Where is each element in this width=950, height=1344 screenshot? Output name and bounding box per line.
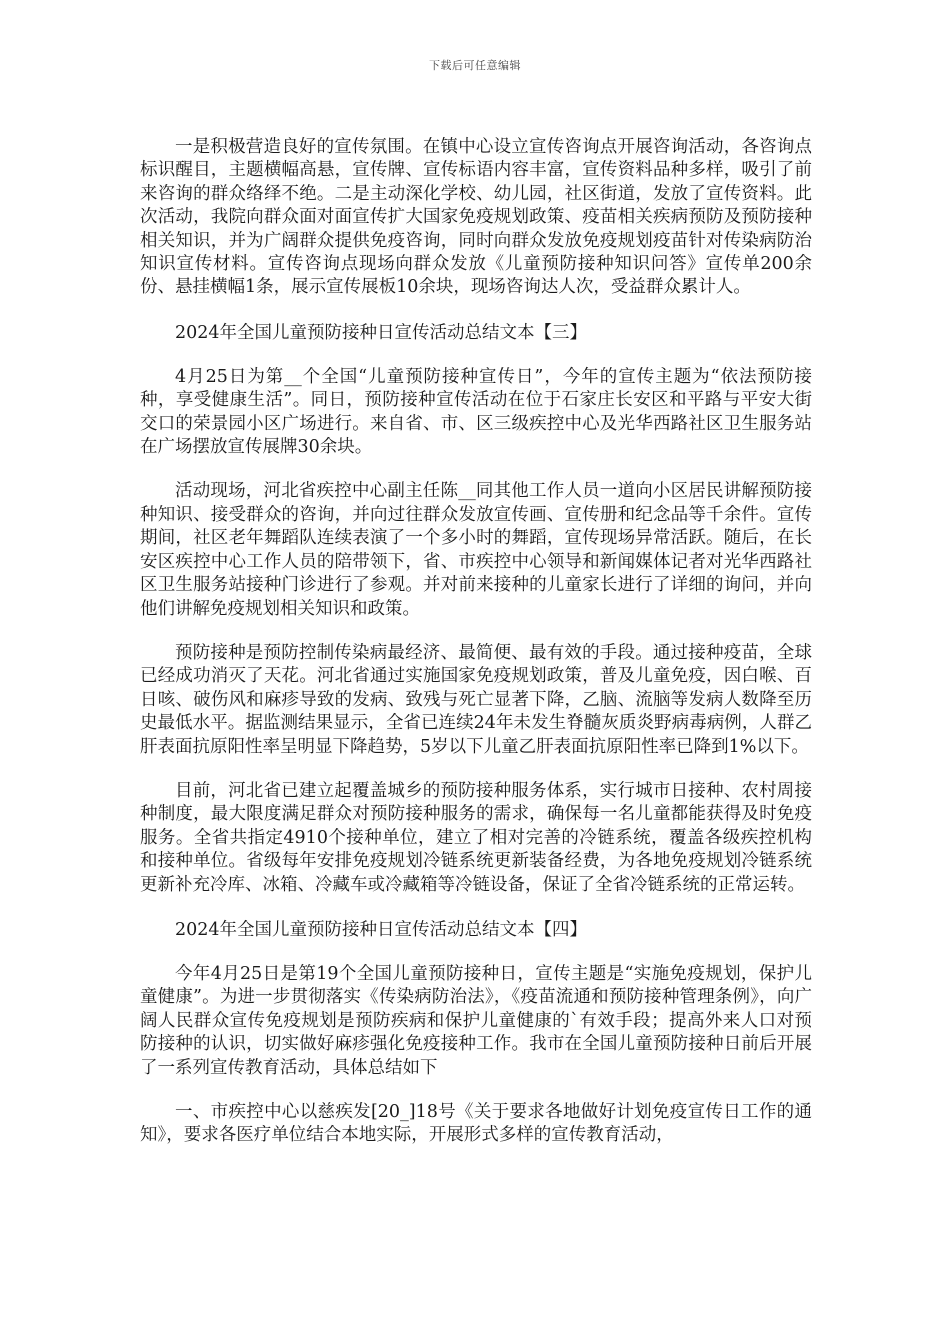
section-heading: 2024年全国儿童预防接种日宣传活动总结文本【四】 [175,919,588,940]
paragraph: 预防接种是预防控制传染病最经济、最简便、最有效的手段。通过接种疫苗，全球已经成功消灭了天花。河北省通过实施国家免疫规划政策，普及儿童免疫，因白喉、百日咳、破伤风和麻疹导致的发病、致残与死亡显著下降，乙脑、流脑等发病人数降至历史最低水平。据监测结果显示，全省已连续24年未发生脊髓灰质炎野病毒病例，人群乙肝表面抗原阳性率呈明显下降趋势，5岁以下儿童乙肝表面抗原阳性率已降到1%以下。 [140,642,812,757]
paragraph: 活动现场，河北省疾控中心副主任陈__同其他工作人员一道向小区居民讲解预防接种知识、接受群众的咨询，并向过往群众发放宣传画、宣传册和纪念品等千余件。宣传期间，社区老年舞蹈队连续表演了一个多小时的舞蹈，宣传现场异常活跃。随后，在长安区疾控中心工作人员的陪带领下，省、市疾控中心领导和新闻媒体记者对光华西路社区卫生服务站接种门诊进行了参观。并对前来接种的儿童家长进行了详细的询问，并向他们讲解免疫规划相关知识和政策。 [140,481,812,619]
paragraph: 今年4月25日是第19个全国儿童预防接种日，宣传主题是“实施免疫规划，保护儿童健康”。为进一步贯彻落实《传染病防治法》，《疫苗流通和预防接种管理条例》，向广阔人民群众宣传免疫规划是预防疾病和保护儿童健康的`有效手段；提高外来人口对预防接种的认识，切实做好麻疹强化免疫接种工作。我市在全国儿童预防接种日前后开展了一系列宣传教育活动，具体总结如下 [140,963,812,1078]
page-header: 下载后可任意编辑 [429,59,521,72]
document-body [140,136,812,1169]
section-heading: 2024年全国儿童预防接种日宣传活动总结文本【三】 [175,322,588,343]
paragraph: 一、市疾控中心以慈疾发[20_]18号《关于要求各地做好计划免疫宣传日工作的通知》，要求各医疗单位结合本地实际，开展形式多样的宣传教育活动， [140,1102,812,1146]
paragraph: 目前，河北省已建立起覆盖城乡的预防接种服务体系，实行城市日接种、农村周接种制度，最大限度满足群众对预防接种服务的需求，确保每一名儿童都能获得及时免疫服务。全省共指定4910个接种单位，建立了相对完善的冷链系统，覆盖各级疾控机构和接种单位。省级每年安排免疫规划冷链系统更新装备经费，为各地免疫规划冷链系统更新补充冷库、冰箱、冷藏车或冷藏箱等冷链设备，保证了全省冷链系统的正常运转。 [140,780,812,895]
paragraph: 4月25日为第__个全国“儿童预防接种宣传日”，今年的宣传主题为“依法预防接种，享受健康生活”。同日，预防接种宣传活动在位于石家庄长安区和平路与平安大街交口的荣景园小区广场进行。来自省、市、区三级疾控中心及光华西路社区卫生服务站在广场摆放宣传展牌30余块。 [140,366,812,458]
paragraph: 一是积极营造良好的宣传氛围。在镇中心设立宣传咨询点开展咨询活动，各咨询点标识醒目，主题横幅高悬，宣传牌、宣传标语内容丰富，宣传资料品种多样，吸引了前来咨询的群众络绎不绝。二是主动深化学校、幼儿园，社区街道，发放了宣传资料。此次活动，我院向群众面对面宣传扩大国家免疫规划政策、疫苗相关疾病预防及预防接种相关知识，并为广阔群众提供免疫咨询，同时向群众发放免疫规划疫苗针对传染病防治知识宣传材料。宣传咨询点现场向群众发放《儿童预防接种知识问答》宣传单200余份、悬挂横幅1条，展示宣传展板10余块，现场咨询达人次，受益群众累计人。 [140,137,812,298]
